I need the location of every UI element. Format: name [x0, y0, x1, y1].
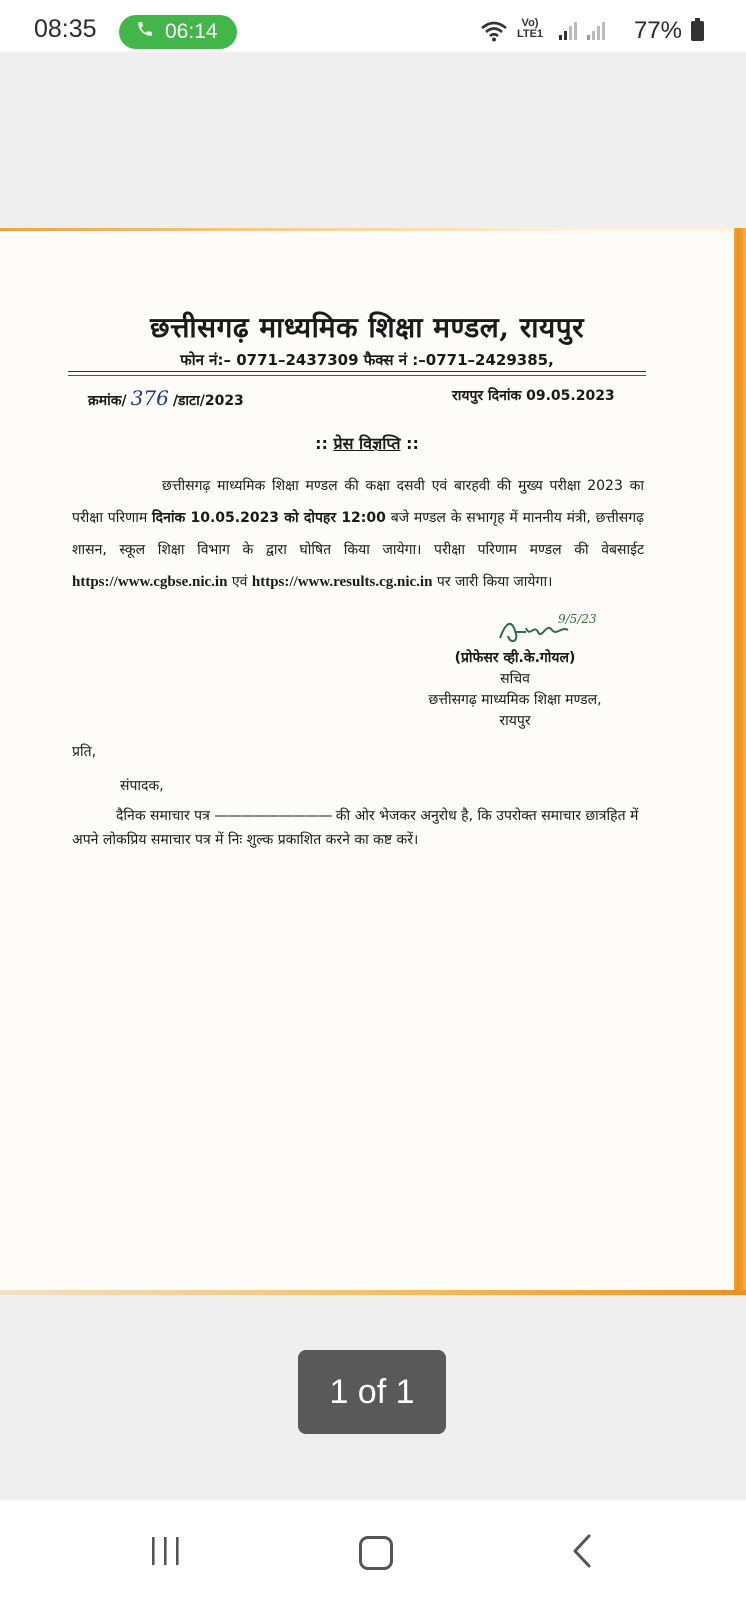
website-link-results: https://www.results.cg.nic.in — [251, 574, 433, 590]
home-icon[interactable] — [359, 1536, 393, 1570]
document-page[interactable] — [0, 228, 734, 1294]
divider — [68, 375, 646, 376]
signal-icon — [586, 21, 608, 45]
volte-indicator — [516, 18, 544, 40]
recent-apps-icon[interactable] — [150, 1536, 182, 1570]
request-text-2: की ओर भेजकर अनुरोध है, कि उपरोक्त समाचार छात्रहित में अपने लोकप्रिय समाचार पत्र में निः शुल्क प्रकाशित करने का कष्ट करें। — [72, 808, 639, 848]
phone-icon — [136, 20, 154, 44]
request-paragraph — [72, 804, 644, 852]
signal-icon — [558, 21, 580, 45]
body-text-1: छत्तीसगढ़ माध्यमिक शिक्षा मण्डल की कक्षा दसवी एवं बारहवी की मुख्य परीक्षा 2023 का परीक्षा परिणाम — [72, 478, 644, 526]
battery-icon — [691, 21, 704, 41]
heading-right-mark: :: — [406, 434, 419, 453]
body-text-3: एवं — [227, 574, 252, 590]
body-text-4: पर जारी किया जायेगा। — [432, 574, 553, 590]
contact-line: फोन नं:– 0771–2437309 फैक्स नं :–0771–2429385, — [180, 351, 554, 369]
website-link-cgbse: https://www.cgbse.nic.in — [72, 574, 228, 590]
signature-date: 9/5/23 — [558, 612, 597, 626]
document-title: छत्तीसगढ़ माध्यमिक शिक्षा मण्डल, रायपुर — [149, 311, 585, 344]
status-icons — [444, 14, 704, 48]
ref-suffix: /डाटा/2023 — [172, 393, 244, 409]
signatory-title: सचिव — [500, 671, 530, 687]
heading-left-mark: :: — [315, 434, 328, 453]
signatory-organization: छत्तीसगढ़ माध्यमिक शिक्षा मण्डल, — [428, 692, 602, 708]
page-indicator: 1 of 1 — [298, 1350, 446, 1434]
signatory-name: (प्रोफेसर व्ही.के.गोयल) — [454, 650, 576, 666]
document-date: रायपुर दिनांक 09.05.2023 — [452, 388, 615, 404]
press-release-heading — [0, 432, 734, 454]
navigation-bar — [0, 1500, 746, 1600]
signatory-city: रायपुर — [499, 713, 531, 729]
blank-line: ————————— — [214, 808, 332, 824]
reference-number — [88, 386, 244, 410]
request-text-1: दैनिक समाचार पत्र — [116, 808, 215, 824]
battery-percentage: 77% — [633, 17, 682, 44]
body-text-2: बजे मण्डल के सभागृह में माननीय मंत्री, छत्तीसगढ़ शासन, स्कूल शिक्षा विभाग के द्वारा घोषित किया जायेगा। परीक्षा परिणाम मण्डल की वेबसाईट — [72, 510, 644, 558]
wifi-icon — [480, 20, 508, 46]
recipient-editor: संपादक, — [120, 778, 164, 794]
body-date-time: दिनांक 10.05.2023 को दोपहर 12:00 — [152, 510, 386, 526]
ref-prefix: क्रमांक/ — [88, 393, 127, 409]
ongoing-call-chip[interactable] — [119, 15, 237, 49]
signatory-block — [400, 648, 630, 732]
divider — [68, 371, 646, 372]
ref-number-handwritten: 376 — [130, 386, 169, 410]
recipient-label: प्रति, — [72, 744, 97, 760]
network-label: Vo) LTE1 — [516, 17, 544, 40]
heading-text: प्रेस विज्ञप्ति — [333, 434, 401, 453]
call-timer: 06:14 — [165, 20, 218, 43]
page-edge-decoration — [0, 1290, 746, 1295]
back-icon[interactable] — [572, 1534, 592, 1572]
press-release-body — [72, 470, 644, 598]
status-time: 08:35 — [34, 15, 97, 43]
status-bar — [0, 0, 746, 52]
page-edge-decoration — [0, 228, 734, 231]
